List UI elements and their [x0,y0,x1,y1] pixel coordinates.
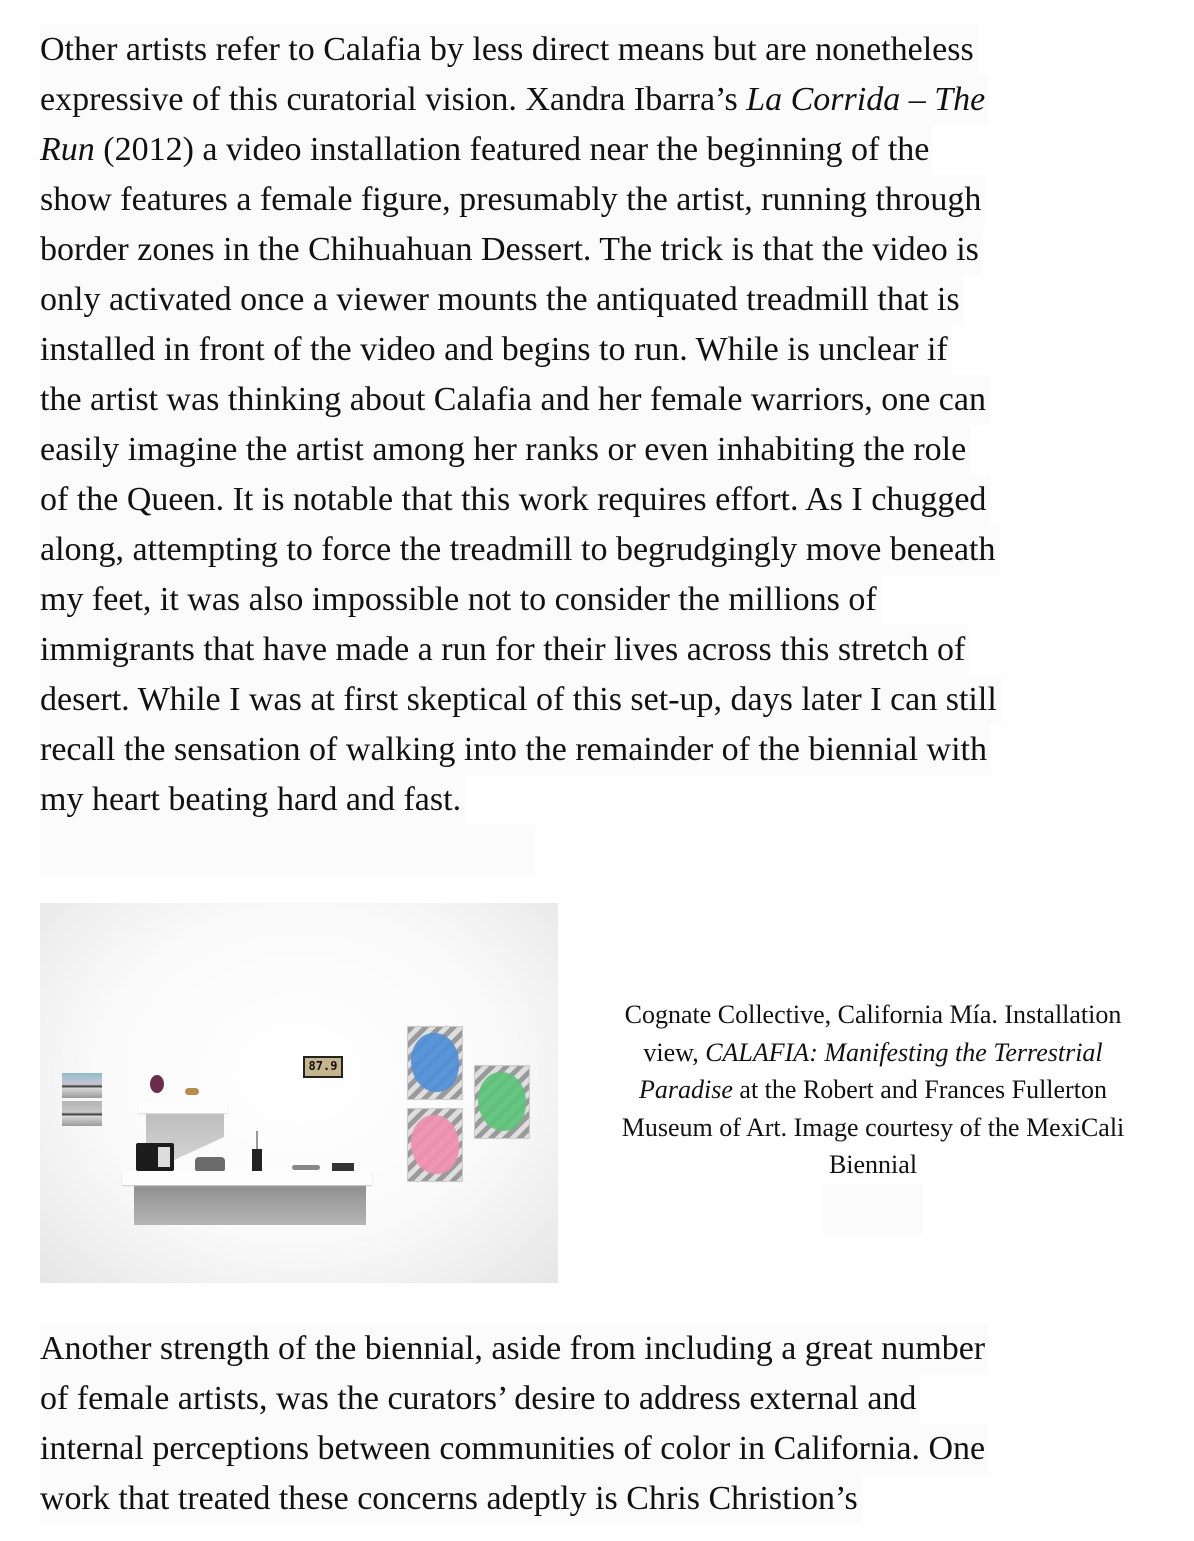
paragraph-calafia-treadmill [40,25,1001,877]
walkie-talkie [252,1149,262,1171]
installation-photo [40,903,558,1283]
radio-frequency-sign: 87.9 [303,1056,343,1078]
toy-van [195,1157,225,1171]
landscape-photo-top [62,1073,102,1098]
toy-plane [292,1165,320,1170]
text-line: installed in front of the video and begins to run. While is unclear if [40,325,952,375]
main-shelf [122,1171,372,1185]
text-line: along, attempting to force the treadmill to begrudgingly move beneath [40,525,1000,575]
text-line: of the Queen. It is notable that this work requires effort. As I chugged [40,475,990,525]
record-player [332,1163,354,1171]
text-line: internal perceptions between communities of color in California. One [40,1424,989,1474]
landscape-photo-bottom [62,1101,102,1126]
text-segment: (2012) a video installation featured near the beginning of the [94,131,930,168]
artwork-title-italic: Run [40,131,95,168]
text-line: Other artists refer to Calafia by less direct means but are nonetheless [40,25,978,75]
text-line: my heart beating hard and fast. [40,775,465,825]
caption-line: Cognate Collective, California Mía. Installation [624,1000,1122,1029]
raisin-figurine [150,1075,164,1093]
text-line: immigrants that have made a run for their lives across this stretch of [40,625,969,675]
text-segment: expressive of this curatorial vision. Xandra Ibarra’s [40,81,747,118]
text-line: my feet, it was also impossible not to consider the millions of [40,575,881,625]
text-line: desert. While I was at first skeptical of this set-up, days later I can still [40,675,1001,725]
caption-line: Biennial [828,1150,918,1179]
burger-object [185,1088,199,1095]
exhibition-title-italic: CALAFIA: Manifesting the Terrestrial [705,1037,1103,1067]
map-poster-green [474,1065,530,1139]
main-shelf-shadow [134,1185,366,1225]
transistor-radio [136,1143,174,1171]
caption-spacer [823,1184,923,1234]
caption-line: Museum of Art. Image courtesy of the MexiCali [621,1112,1125,1142]
caption-line [578,1071,1168,1109]
green-map-shape [478,1072,526,1131]
text-line: easily imagine the artist among her ranks or even inhabiting the role [40,425,970,475]
paragraph-spacer [40,825,535,877]
map-poster-blue [407,1026,463,1100]
upper-shelf [138,1103,228,1113]
text-line: border zones in the Chihuahuan Dessert. The trick is that the video is [40,225,983,275]
text-line: of female artists, was the curators’ desire to address external and [40,1374,920,1424]
text-line: only activated once a viewer mounts the antiquated treadmill that is [40,275,964,325]
caption-line [578,1034,1168,1072]
text-line [40,125,933,175]
caption-segment: at the Robert and Frances Fullerton [732,1075,1107,1104]
text-line: Another strength of the biennial, aside from including a great number [40,1324,989,1374]
text-line: the artist was thinking about Calafia and her female warriors, one can [40,375,990,425]
blue-map-shape [411,1033,459,1092]
text-line: work that treated these concerns adeptly is Chris Christion’s [40,1474,862,1524]
caption-segment: view, [643,1037,706,1067]
text-line: recall the sensation of walking into the remainder of the biennial with [40,725,991,775]
paragraph-communities-of-color [40,1324,989,1524]
text-line: show features a female figure, presumably the artist, running through [40,175,985,225]
exhibition-title-italic: Paradise [639,1075,733,1104]
artwork-title-italic: La Corrida – The [746,81,986,118]
text-line [40,75,989,125]
image-caption [578,996,1168,1234]
pink-map-shape [411,1115,459,1174]
map-poster-pink [407,1108,463,1182]
